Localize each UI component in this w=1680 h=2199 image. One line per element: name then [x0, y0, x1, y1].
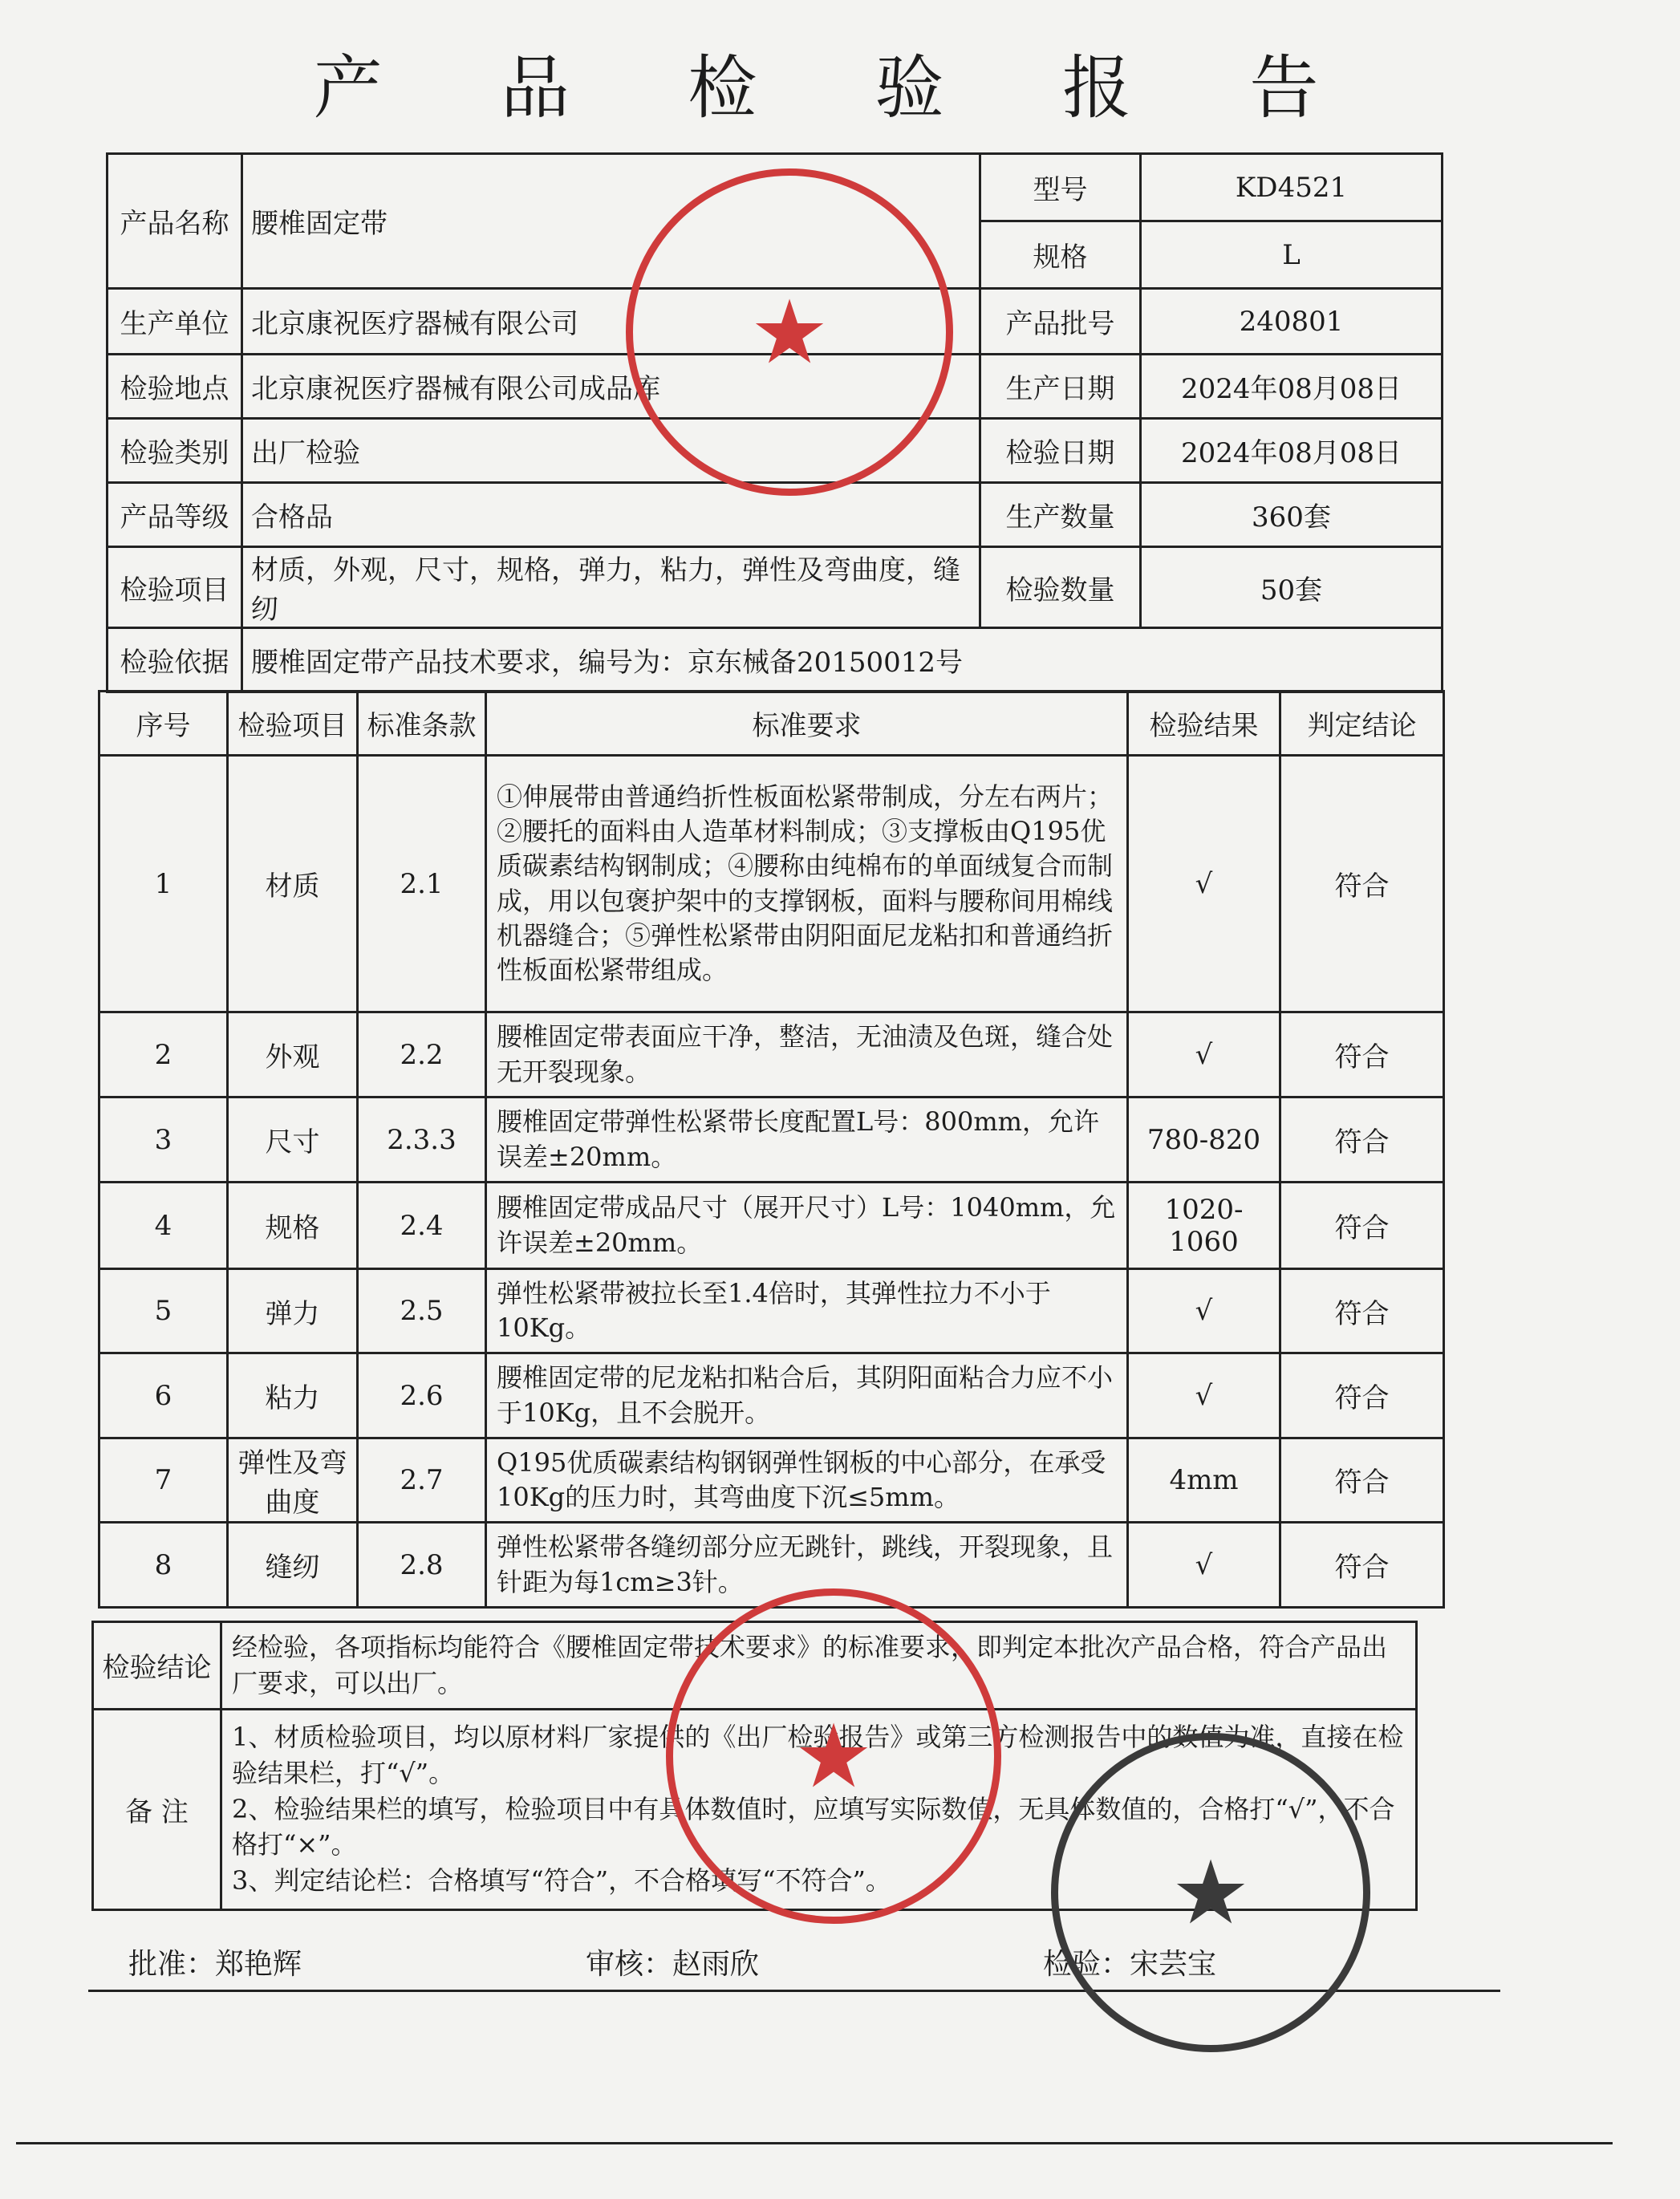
- table-row: [99, 1353, 1444, 1438]
- table-row: [99, 1012, 1444, 1097]
- row-no: 8: [99, 1523, 228, 1608]
- row-clause: 2.4: [358, 1183, 486, 1269]
- row-item: 弹力: [228, 1269, 358, 1353]
- row-requirement: 弹性松紧带被拉长至1.4倍时，其弹性拉力不小于10Kg。: [486, 1269, 1128, 1353]
- col-header-item: 检验项目: [228, 692, 358, 756]
- stamp-star-icon: ★: [793, 1705, 874, 1807]
- row-verdict: 符合: [1280, 756, 1444, 1012]
- stamp-star-icon: ★: [749, 281, 830, 383]
- row-no: 1: [99, 756, 228, 1012]
- col-header-result: 检验结果: [1128, 692, 1280, 756]
- producer-label: 生产单位: [108, 289, 242, 355]
- row-requirement: 弹性松紧带各缝纫部分应无跳针，跳线，开裂现象，且针距为每1cm≥3针。: [486, 1523, 1128, 1608]
- prod-qty: 360套: [1141, 483, 1443, 547]
- row-result: 780-820: [1128, 1097, 1280, 1183]
- row-no: 2: [99, 1012, 228, 1097]
- insp-type: 出厂检验: [242, 419, 980, 483]
- review-signature: [586, 1941, 759, 1982]
- table-header-row: [99, 692, 1444, 756]
- row-requirement: 腰椎固定带的尼龙粘扣粘合后，其阴阳面粘合力应不小于10Kg，且不会脱开。: [486, 1353, 1128, 1438]
- insp-qty: 50套: [1141, 547, 1443, 628]
- inspection-items-table: [98, 690, 1445, 1609]
- row-item: 材质: [228, 756, 358, 1012]
- row-item: 规格: [228, 1183, 358, 1269]
- batch-label: 产品批号: [980, 289, 1141, 355]
- inspect-name: 宋芸宝: [1130, 1948, 1217, 1981]
- review-label: 审核：: [586, 1948, 673, 1981]
- row-verdict: 符合: [1280, 1012, 1444, 1097]
- location: 北京康祝医疗器械有限公司成品库: [242, 355, 980, 419]
- table-row: [99, 1438, 1444, 1522]
- basis: 腰椎固定带产品技术要求，编号为：京东械备20150012号: [242, 628, 1443, 692]
- remark-item: 1、材质检验项目，均以原材料厂家提供的《出厂检验报告》或第三方检测报告中的数值为准，直接在检验结果栏，打“√”。: [232, 1722, 1404, 1788]
- row-requirement: Q195优质碳素结构钢钢弹性钢板的中心部分，在承受10Kg的压力时，其弯曲度下沉≤5mm。: [486, 1438, 1128, 1522]
- items-label: 检验项目: [108, 547, 242, 628]
- row-verdict: 符合: [1280, 1183, 1444, 1269]
- remark-item: 3、判定结论栏：合格填写“符合”，不合格填写“不符合”。: [232, 1865, 891, 1897]
- row-item: 尺寸: [228, 1097, 358, 1183]
- product-name: 腰椎固定带: [242, 154, 980, 289]
- row-result: √: [1128, 1353, 1280, 1438]
- row-verdict: 符合: [1280, 1269, 1444, 1353]
- approve-signature: [128, 1941, 302, 1982]
- row-verdict: 符合: [1280, 1523, 1444, 1608]
- insp-date-label: 检验日期: [980, 419, 1141, 483]
- remark-item: 2、检验结果栏的填写，检验项目中有具体数值时，应填写实际数值，无具体数值的，合格打“√”，不合格打“×”。: [232, 1793, 1395, 1860]
- row-result: √: [1128, 1012, 1280, 1097]
- row-item: 粘力: [228, 1353, 358, 1438]
- col-header-verdict: 判定结论: [1280, 692, 1444, 756]
- insp-date: 2024年08月08日: [1141, 419, 1443, 483]
- row-clause: 2.7: [358, 1438, 486, 1522]
- row-clause: 2.6: [358, 1353, 486, 1438]
- row-result: √: [1128, 756, 1280, 1012]
- product-name-label: 产品名称: [108, 154, 242, 289]
- approve-label: 批准：: [128, 1948, 216, 1981]
- row-no: 3: [99, 1097, 228, 1183]
- row-verdict: 符合: [1280, 1097, 1444, 1183]
- conclusion-text: 经检验，各项指标均能符合《腰椎固定带技术要求》的标准要求，即判定本批次产品合格，符合产品出厂要求，可以出厂。: [221, 1622, 1417, 1710]
- row-no: 7: [99, 1438, 228, 1522]
- model-label: 型号: [980, 154, 1141, 221]
- row-result: √: [1128, 1523, 1280, 1608]
- row-item: 弹性及弯曲度: [228, 1438, 358, 1522]
- row-result: √: [1128, 1269, 1280, 1353]
- table-row: [99, 756, 1444, 1012]
- basis-label: 检验依据: [108, 628, 242, 692]
- row-verdict: 符合: [1280, 1353, 1444, 1438]
- prod-date-label: 生产日期: [980, 355, 1141, 419]
- table-row: [99, 1523, 1444, 1608]
- remarks-label: 备 注: [93, 1709, 221, 1909]
- conclusion-table: [91, 1621, 1418, 1911]
- insp-type-label: 检验类别: [108, 419, 242, 483]
- stamp-star-icon: ★: [1171, 1841, 1251, 1944]
- approve-name: 郑艳辉: [215, 1948, 302, 1981]
- row-clause: 2.3.3: [358, 1097, 486, 1183]
- table-row: [99, 1269, 1444, 1353]
- row-clause: 2.8: [358, 1523, 486, 1608]
- table-row: [99, 1183, 1444, 1269]
- row-clause: 2.1: [358, 756, 486, 1012]
- row-verdict: 符合: [1280, 1438, 1444, 1522]
- row-item: 外观: [228, 1012, 358, 1097]
- row-result: 1020-1060: [1128, 1183, 1280, 1269]
- row-requirement: 腰椎固定带表面应干净，整洁，无油渍及色斑，缝合处无开裂现象。: [486, 1012, 1128, 1097]
- items: 材质，外观，尺寸，规格，弹力，粘力，弹性及弯曲度，缝纫: [242, 547, 980, 628]
- signature-underline: [88, 1990, 1500, 1992]
- info-table: [106, 152, 1443, 693]
- table-row: [99, 1097, 1444, 1183]
- inspect-signature: [1043, 1941, 1216, 1982]
- row-item: 缝纫: [228, 1523, 358, 1608]
- row-clause: 2.5: [358, 1269, 486, 1353]
- col-header-clause: 标准条款: [358, 692, 486, 756]
- row-no: 5: [99, 1269, 228, 1353]
- spec-label: 规格: [980, 221, 1141, 289]
- row-no: 6: [99, 1353, 228, 1438]
- grade-label: 产品等级: [108, 483, 242, 547]
- col-header-no: 序号: [99, 692, 228, 756]
- row-clause: 2.2: [358, 1012, 486, 1097]
- row-requirement: ①伸展带由普通绉折性板面松紧带制成，分左右两片；②腰托的面料由人造革材料制成；③支撑板由Q195优质碳素结构钢制成；④腰称由纯棉布的单面绒复合而制成，用以包褒护架中的支撑钢板，面料与腰称间用棉线机器缝合；⑤弹性松紧带由阴阳面尼龙粘扣和普通绉折性板面松紧带组成。: [486, 756, 1128, 1012]
- batch: 240801: [1141, 289, 1443, 355]
- row-requirement: 腰椎固定带成品尺寸（展开尺寸）L号：1040mm，允许误差±20mm。: [486, 1183, 1128, 1269]
- row-no: 4: [99, 1183, 228, 1269]
- prod-date: 2024年08月08日: [1141, 355, 1443, 419]
- page-bottom-line: [16, 2142, 1613, 2144]
- page-title: 产 品 检 验 报 告: [313, 48, 1367, 128]
- prod-qty-label: 生产数量: [980, 483, 1141, 547]
- row-result: 4mm: [1128, 1438, 1280, 1522]
- location-label: 检验地点: [108, 355, 242, 419]
- model: KD4521: [1141, 154, 1443, 221]
- producer: 北京康祝医疗器械有限公司: [242, 289, 980, 355]
- review-name: 赵雨欣: [672, 1948, 760, 1981]
- conclusion-label: 检验结论: [93, 1622, 221, 1710]
- remarks: [221, 1705, 1417, 1909]
- spec: L: [1141, 221, 1443, 289]
- inspect-label: 检验：: [1043, 1948, 1130, 1981]
- grade: 合格品: [242, 483, 980, 547]
- insp-qty-label: 检验数量: [980, 547, 1141, 628]
- row-requirement: 腰椎固定带弹性松紧带长度配置L号：800mm，允许误差±20mm。: [486, 1097, 1128, 1183]
- col-header-requirement: 标准要求: [486, 692, 1128, 756]
